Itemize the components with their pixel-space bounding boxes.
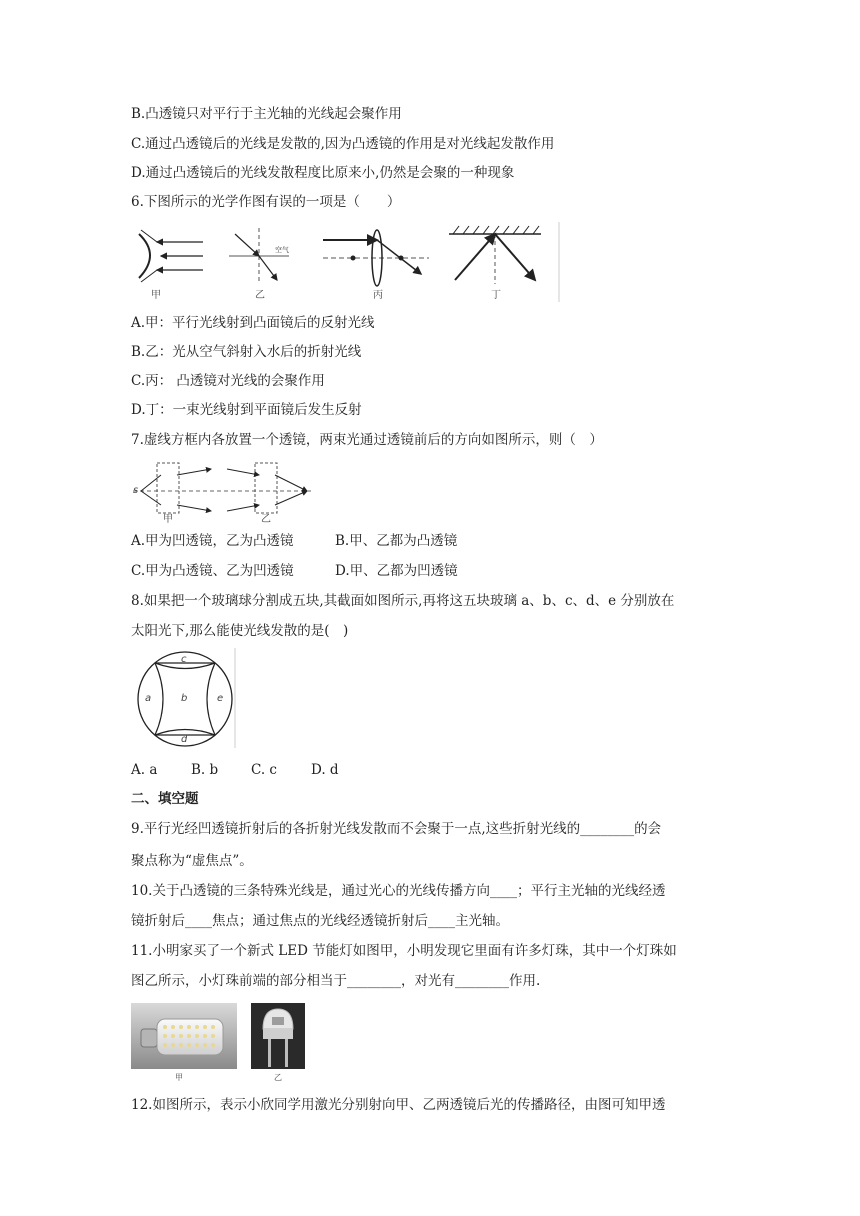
q10-line2: 镜折射后____焦点；通过焦点的光线经透镜折射后____主光轴。 [131,913,509,929]
q8-option-b: B. b [191,762,219,778]
q8-options [131,760,339,780]
q8-option-d: D. d [311,762,339,778]
q5-option-d: D.通过凸透镜后的光线发散程度比原来小,仍然是会聚的一种现象 [131,165,515,181]
q7-label-yi: 乙 [261,514,271,523]
q7-label-jia: 甲 [163,514,173,523]
q6-label-air: 空气 [275,246,289,254]
q7-option-b: B.甲、乙都为凸透镜 [335,533,458,549]
q9-line1: 9.平行光经凹透镜折射后的各折射光线发散而不会聚于一点,这些折射光线的________的会 [131,821,662,837]
section-title-fill-in: 二、填空题 [131,791,199,807]
q7-options-row1 [131,531,457,551]
q11-figure-yi [251,1003,305,1081]
q9-line2: 聚点称为“虚焦点”。 [131,853,253,869]
q8-option-a: A. a [131,762,158,778]
q5-option-b: B.凸透镜只对平行于主光轴的光线起会聚作用 [131,106,402,122]
q8-option-c: C. c [251,762,277,778]
q11-label-jia: 甲 [175,1073,183,1081]
q6-option-b: B.乙：光从空气斜射入水后的折射光线 [131,344,362,360]
q8-label-a: a [145,693,152,704]
q12-line1: 12.如图所示，表示小欣同学用激光分别射向甲、乙两透镜后光的传播路径，由图可知甲透 [131,1097,666,1113]
q5-option-c: C.通过凸透镜后的光线是发散的,因为凸透镜的作用是对光线起发散作用 [131,136,555,152]
q6-fig-jia [139,230,203,301]
q8-label-b: b [181,693,188,704]
q6-fig-bing [323,230,429,301]
q11-figure-jia [131,1003,237,1081]
q6-option-d: D.丁：一束光线射到平面镜后发生反射 [131,402,362,418]
q6-figure [131,222,561,304]
q8-stem-line1: 8.如果把一个玻璃球分割成五块,其截面如图所示,再将这五块玻璃 a、b、c、d、e 分别放在 [131,593,675,609]
q8-label-c: c [181,654,187,665]
q6-stem: 6.下图所示的光学作图有误的一项是（ ） [131,194,401,210]
q6-option-c: C.丙： 凸透镜对光线的会聚作用 [131,373,325,389]
q6-label-ding: 丁 [491,290,501,301]
q7-option-d: D.甲、乙都为凹透镜 [335,563,458,579]
q8-stem-line2: 太阳光下,那么能使光线发散的是( ) [131,623,349,639]
q8-label-d: d [181,734,188,745]
q6-fig-ding [449,226,541,301]
q6-fig-yi [229,228,289,301]
q7-option-c: C.甲为凸透镜、乙为凹透镜 [131,563,294,579]
q6-label-jia: 甲 [151,290,161,301]
q7-option-a: A.甲为凹透镜，乙为凸透镜 [131,533,294,549]
q6-option-a: A.甲：平行光线射到凸面镜后的反射光线 [131,315,375,331]
q10-line1: 10.关于凸透镜的三条特殊光线是，通过光心的光线传播方向____；平行主光轴的光线经透 [131,883,666,899]
q6-label-yi: 乙 [255,290,265,301]
q7-options-row2 [131,561,458,581]
q7-label-s: s [133,485,139,496]
q11-line1: 11.小明家买了一个新式 LED 节能灯如图甲，小明发现它里面有许多灯珠，其中一个灯珠如 [131,943,677,959]
q8-figure [131,648,237,750]
q11-line2: 图乙所示，小灯珠前端的部分相当于________，对光有________作用. [131,973,541,989]
q7-stem: 7.虚线方框内各放置一个透镜，两束光通过透镜前后的方向如图所示，则（ ） [131,432,603,448]
q8-label-e: e [217,693,224,704]
q11-label-yi: 乙 [274,1073,282,1081]
q6-label-bing: 丙 [373,290,383,301]
q7-figure [131,459,315,523]
